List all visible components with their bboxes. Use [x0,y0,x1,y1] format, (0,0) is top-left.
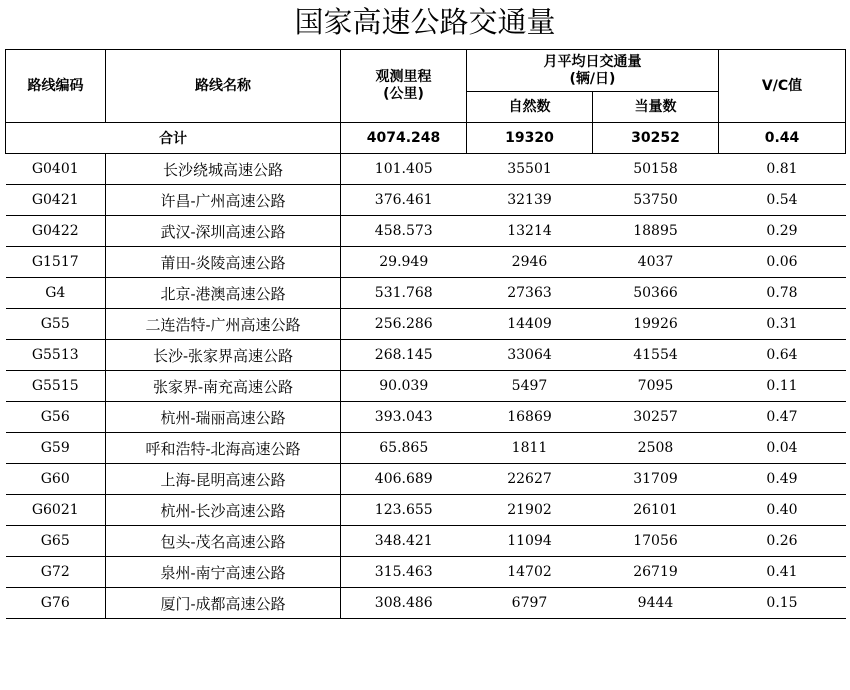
route-code-cell: G0422 [6,216,106,247]
header-route-name: 路线名称 [106,50,341,123]
natural-count-cell: 27363 [467,278,593,309]
vc-ratio-cell: 0.40 [719,495,846,526]
equivalent-count-cell: 26101 [593,495,719,526]
equivalent-count-cell: 41554 [593,340,719,371]
table-row [6,216,846,247]
mileage-cell: 458.573 [341,216,467,247]
page-title: 国家高速公路交通量 [294,5,556,39]
equivalent-count-cell: 26719 [593,557,719,588]
mileage-cell: 90.039 [341,371,467,402]
header-vc-ratio: V/C值 [719,50,846,123]
mileage-cell: 348.421 [341,526,467,557]
equivalent-count-cell: 7095 [593,371,719,402]
table-row [6,309,846,340]
equivalent-count-cell: 18895 [593,216,719,247]
table-row [6,185,846,216]
mileage-cell: 268.145 [341,340,467,371]
route-name-cell: 包头-茂名高速公路 [106,526,341,557]
equivalent-count-cell: 2508 [593,433,719,464]
route-code-cell: G5515 [6,371,106,402]
route-name-cell: 厦门-成都高速公路 [106,588,341,619]
route-name-cell: 上海-昆明高速公路 [106,464,341,495]
natural-count-cell: 14409 [467,309,593,340]
natural-count-cell: 14702 [467,557,593,588]
vc-ratio-cell: 0.29 [719,216,846,247]
route-name-cell: 张家界-南充高速公路 [106,371,341,402]
mileage-cell: 406.689 [341,464,467,495]
route-code-cell: G56 [6,402,106,433]
route-code-cell: G59 [6,433,106,464]
route-code-cell: G76 [6,588,106,619]
equivalent-count-cell: 19926 [593,309,719,340]
natural-count-cell: 35501 [467,154,593,185]
route-name-cell: 泉州-南宁高速公路 [106,557,341,588]
natural-count-cell: 21902 [467,495,593,526]
route-code-cell: G55 [6,309,106,340]
mileage-cell: 393.043 [341,402,467,433]
mileage-cell: 376.461 [341,185,467,216]
header-daily-traffic [467,50,719,92]
equivalent-count-cell: 53750 [593,185,719,216]
vc-ratio-cell: 0.49 [719,464,846,495]
table-row [6,402,846,433]
header-route-code: 路线编码 [6,50,106,123]
mileage-cell: 256.286 [341,309,467,340]
route-name-cell: 二连浩特-广州高速公路 [106,309,341,340]
header-mileage [341,50,467,123]
mileage-cell: 65.865 [341,433,467,464]
natural-count-cell: 33064 [467,340,593,371]
header-mileage-label: 观测里程 [375,69,432,85]
header-equivalent-count: 当量数 [593,92,719,123]
natural-count-cell: 16869 [467,402,593,433]
route-name-cell: 杭州-长沙高速公路 [106,495,341,526]
total-label: 合计 [6,123,341,154]
table-row [6,371,846,402]
route-name-cell: 莆田-炎陵高速公路 [106,247,341,278]
route-name-cell: 长沙绕城高速公路 [106,154,341,185]
mileage-cell: 29.949 [341,247,467,278]
vc-ratio-cell: 0.47 [719,402,846,433]
mileage-cell: 315.463 [341,557,467,588]
vc-ratio-cell: 0.11 [719,371,846,402]
natural-count-cell: 22627 [467,464,593,495]
vc-ratio-cell: 0.41 [719,557,846,588]
route-code-cell: G1517 [6,247,106,278]
mileage-cell: 101.405 [341,154,467,185]
route-code-cell: G0401 [6,154,106,185]
route-code-cell: G5513 [6,340,106,371]
route-code-cell: G60 [6,464,106,495]
route-code-cell: G65 [6,526,106,557]
equivalent-count-cell: 17056 [593,526,719,557]
vc-ratio-cell: 0.15 [719,588,846,619]
table-row [6,588,846,619]
table-row [6,433,846,464]
table-row [6,464,846,495]
route-name-cell: 北京-港澳高速公路 [106,278,341,309]
vc-ratio-cell: 0.31 [719,309,846,340]
natural-count-cell: 11094 [467,526,593,557]
total-equivalent: 30252 [593,123,719,154]
natural-count-cell: 5497 [467,371,593,402]
route-name-cell: 武汉-深圳高速公路 [106,216,341,247]
natural-count-cell: 2946 [467,247,593,278]
table-row [6,247,846,278]
traffic-table [5,49,846,619]
equivalent-count-cell: 50366 [593,278,719,309]
route-code-cell: G0421 [6,185,106,216]
route-code-cell: G6021 [6,495,106,526]
vc-ratio-cell: 0.26 [719,526,846,557]
table-row [6,154,846,185]
route-name-cell: 呼和浩特-北海高速公路 [106,433,341,464]
mileage-cell: 308.486 [341,588,467,619]
header-mileage-unit: (公里) [383,86,424,102]
natural-count-cell: 13214 [467,216,593,247]
total-mileage: 4074.248 [341,123,467,154]
total-natural: 19320 [467,123,593,154]
equivalent-count-cell: 31709 [593,464,719,495]
route-code-cell: G72 [6,557,106,588]
route-name-cell: 长沙-张家界高速公路 [106,340,341,371]
equivalent-count-cell: 9444 [593,588,719,619]
header-natural-count: 自然数 [467,92,593,123]
equivalent-count-cell: 30257 [593,402,719,433]
header-daily-traffic-unit: (辆/日) [569,70,616,87]
mileage-cell: 123.655 [341,495,467,526]
vc-ratio-cell: 0.54 [719,185,846,216]
vc-ratio-cell: 0.04 [719,433,846,464]
route-name-cell: 许昌-广州高速公路 [106,185,341,216]
equivalent-count-cell: 50158 [593,154,719,185]
natural-count-cell: 32139 [467,185,593,216]
table-header [6,50,846,123]
table-row [6,557,846,588]
total-vc: 0.44 [719,123,846,154]
table-row [6,495,846,526]
vc-ratio-cell: 0.64 [719,340,846,371]
equivalent-count-cell: 4037 [593,247,719,278]
mileage-cell: 531.768 [341,278,467,309]
vc-ratio-cell: 0.78 [719,278,846,309]
header-daily-traffic-label: 月平均日交通量 [543,53,642,70]
route-name-cell: 杭州-瑞丽高速公路 [106,402,341,433]
route-code-cell: G4 [6,278,106,309]
vc-ratio-cell: 0.81 [719,154,846,185]
natural-count-cell: 6797 [467,588,593,619]
table-row [6,278,846,309]
total-row [6,123,846,154]
table-row [6,526,846,557]
vc-ratio-cell: 0.06 [719,247,846,278]
table-row [6,340,846,371]
table-body [6,123,846,619]
natural-count-cell: 1811 [467,433,593,464]
